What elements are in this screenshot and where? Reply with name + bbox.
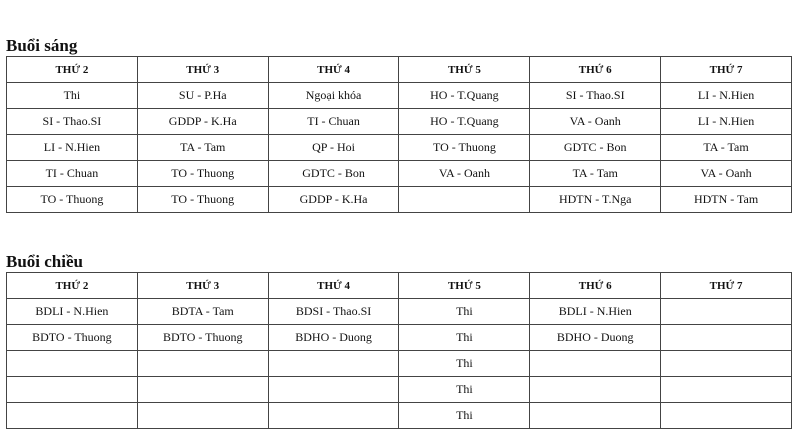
- schedule-cell: Thi: [399, 299, 530, 325]
- period-row: [7, 135, 792, 161]
- afternoon-section-title: Buổi chiều: [6, 252, 83, 271]
- period-row: [7, 325, 792, 351]
- schedule-cell: TI - Chuan: [7, 161, 138, 187]
- schedule-cell: GDTC - Bon: [530, 135, 661, 161]
- schedule-cell: GDTC - Bon: [268, 161, 399, 187]
- schedule-cell: TO - Thuong: [399, 135, 530, 161]
- schedule-cell: [137, 377, 268, 403]
- day-header: THỨ 7: [661, 273, 792, 299]
- day-header: THỨ 7: [661, 57, 792, 83]
- period-row: [7, 161, 792, 187]
- schedule-cell: VA - Oanh: [661, 161, 792, 187]
- schedule-cell: [661, 403, 792, 429]
- day-header: THỨ 4: [268, 57, 399, 83]
- schedule-cell: GDDP - K.Ha: [268, 187, 399, 213]
- schedule-cell: Thi: [7, 83, 138, 109]
- period-row: [7, 83, 792, 109]
- day-header: THỨ 2: [7, 273, 138, 299]
- schedule-cell: [530, 403, 661, 429]
- period-row: [7, 187, 792, 213]
- schedule-cell: [661, 377, 792, 403]
- schedule-cell: TO - Thuong: [137, 161, 268, 187]
- schedule-cell: [661, 299, 792, 325]
- schedule-cell: [268, 377, 399, 403]
- schedule-cell: BDLI - N.Hien: [530, 299, 661, 325]
- schedule-cell: [530, 377, 661, 403]
- schedule-cell: HO - T.Quang: [399, 83, 530, 109]
- period-row: [7, 109, 792, 135]
- schedule-cell: SI - Thao.SI: [530, 83, 661, 109]
- schedule-cell: [399, 187, 530, 213]
- schedule-cell: GDDP - K.Ha: [137, 109, 268, 135]
- schedule-cell: Thi: [399, 351, 530, 377]
- schedule-cell: TA - Tam: [661, 135, 792, 161]
- schedule-cell: LI - N.Hien: [661, 109, 792, 135]
- schedule-cell: [268, 351, 399, 377]
- period-row: [7, 299, 792, 325]
- schedule-cell: [7, 377, 138, 403]
- schedule-cell: TA - Tam: [137, 135, 268, 161]
- schedule-cell: Thi: [399, 403, 530, 429]
- period-row: [7, 403, 792, 429]
- schedule-cell: [137, 403, 268, 429]
- schedule-cell: Ngoại khóa: [268, 83, 399, 109]
- schedule-cell: SU - P.Ha: [137, 83, 268, 109]
- schedule-cell: BDTO - Thuong: [7, 325, 138, 351]
- schedule-cell: TI - Chuan: [268, 109, 399, 135]
- day-header: THỨ 5: [399, 273, 530, 299]
- schedule-cell: TA - Tam: [530, 161, 661, 187]
- schedule-cell: LI - N.Hien: [7, 135, 138, 161]
- schedule-cell: LI - N.Hien: [661, 83, 792, 109]
- schedule-cell: [530, 351, 661, 377]
- schedule-cell: [7, 351, 138, 377]
- day-header: THỨ 2: [7, 57, 138, 83]
- schedule-cell: HDTN - T.Nga: [530, 187, 661, 213]
- day-header: THỨ 3: [137, 273, 268, 299]
- schedule-cell: [661, 325, 792, 351]
- schedule-cell: [661, 351, 792, 377]
- header-row: [7, 57, 792, 83]
- schedule-cell: TO - Thuong: [7, 187, 138, 213]
- day-header: THỨ 4: [268, 273, 399, 299]
- day-header: THỨ 5: [399, 57, 530, 83]
- schedule-cell: VA - Oanh: [530, 109, 661, 135]
- schedule-cell: HDTN - Tam: [661, 187, 792, 213]
- schedule-cell: BDSI - Thao.SI: [268, 299, 399, 325]
- morning-schedule-table: [6, 56, 792, 213]
- afternoon-schedule-table: [6, 272, 792, 429]
- header-row: [7, 273, 792, 299]
- schedule-cell: HO - T.Quang: [399, 109, 530, 135]
- schedule-cell: BDTA - Tam: [137, 299, 268, 325]
- day-header: THỨ 3: [137, 57, 268, 83]
- schedule-cell: QP - Hoi: [268, 135, 399, 161]
- schedule-cell: [268, 403, 399, 429]
- schedule-cell: TO - Thuong: [137, 187, 268, 213]
- schedule-cell: VA - Oanh: [399, 161, 530, 187]
- period-row: [7, 351, 792, 377]
- schedule-cell: BDTO - Thuong: [137, 325, 268, 351]
- schedule-cell: Thi: [399, 325, 530, 351]
- schedule-cell: BDHO - Duong: [268, 325, 399, 351]
- schedule-cell: Thi: [399, 377, 530, 403]
- schedule-cell: [7, 403, 138, 429]
- schedule-cell: SI - Thao.SI: [7, 109, 138, 135]
- morning-section-title: Buổi sáng: [6, 36, 78, 55]
- schedule-cell: [137, 351, 268, 377]
- day-header: THỨ 6: [530, 57, 661, 83]
- period-row: [7, 377, 792, 403]
- schedule-cell: BDLI - N.Hien: [7, 299, 138, 325]
- schedule-cell: BDHO - Duong: [530, 325, 661, 351]
- day-header: THỨ 6: [530, 273, 661, 299]
